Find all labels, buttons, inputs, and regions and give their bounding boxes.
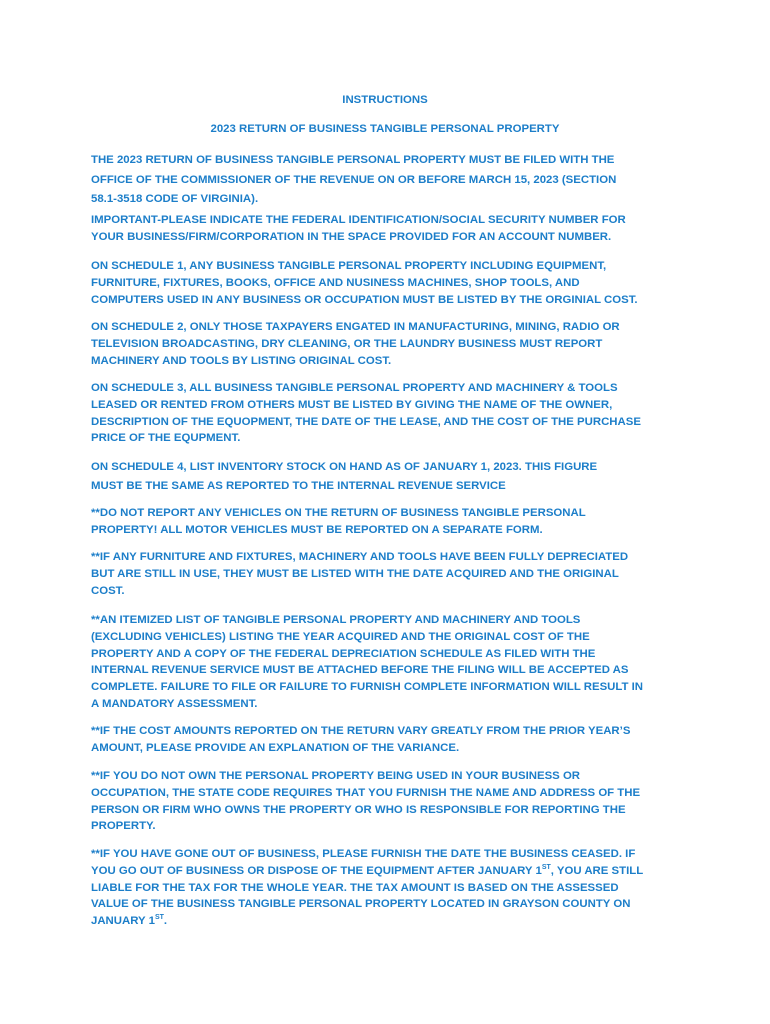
text-line: IMPORTANT-PLEASE INDICATE THE FEDERAL IDENTIFICATION/SOCIAL SECURITY NUMBER FOR [91,214,626,226]
text-line: AMOUNT, PLEASE PROVIDE AN EXPLANATION OF THE VARIANCE. [91,741,460,754]
text-line: TELEVISION BROADCASTING, DRY CLEANING, OR THE LAUNDRY BUSINESS MUST REPORT [91,337,603,350]
text-line: **IF YOU DO NOT OWN THE PERSONAL PROPERTY BEING USED IN YOUR BUSINESS OR [91,770,581,782]
paragraph-ownership-note [91,768,690,835]
text-line: COMPUTERS USED IN ANY BUSINESS OR OCCUPATION MUST BE LISTED BY THE ORGINIAL COST. [91,293,638,306]
text-fragment: , YOU ARE STILL [550,864,644,877]
text-line: LEASED OR RENTED FROM OTHERS MUST BE LISTED BY GIVING THE NAME OF THE OWNER, [91,398,613,411]
text-line: BUT ARE STILL IN USE, THEY MUST BE LISTED WITH THE DATE ACQUIRED AND THE ORIGINAL [91,567,619,580]
text-line: THE 2023 RETURN OF BUSINESS TANGIBLE PERSONAL PROPERTY MUST BE FILED WITH THE [91,154,615,166]
text-line: MACHINERY AND TOOLS BY LISTING ORIGINAL COST. [91,354,392,367]
text-line: (EXCLUDING VEHICLES) LISTING THE YEAR ACQUIRED AND THE ORIGINAL COST OF THE [91,630,590,643]
text-fragment: JANUARY 1 [91,915,155,928]
text-line: OFFICE OF THE COMMISSIONER OF THE REVENUE ON OR BEFORE MARCH 15, 2023 (SECTION [91,173,617,186]
page-title: INSTRUCTIONS [342,94,428,106]
text-line: PERSON OR FIRM WHO OWNS THE PROPERTY OR WHO IS RESPONSIBLE FOR REPORTING THE [91,803,626,816]
text-line: ON SCHEDULE 3, ALL BUSINESS TANGIBLE PERSONAL PROPERTY AND MACHINERY & TOOLS [91,382,618,394]
paragraph-depreciated-note [91,549,690,599]
paragraph-schedule-4 [91,458,690,496]
text-line: ON SCHEDULE 1, ANY BUSINESS TANGIBLE PERSONAL PROPERTY INCLUDING EQUIPMENT, [91,260,607,272]
ordinal-suffix: ST [541,864,551,871]
text-line: **IF ANY FURNITURE AND FIXTURES, MACHINERY AND TOOLS HAVE BEEN FULLY DEPRECIATED [91,551,629,563]
text-line [91,863,690,880]
text-line: PROPERTY AND A COPY OF THE FEDERAL DEPRECIATION SCHEDULE AS FILED WITH THE [91,647,596,660]
text-line: DESCRIPTION OF THE EQUOPMENT, THE DATE OF THE LEASE, AND THE COST OF THE PURCHASE [91,415,641,428]
text-line: COST. [91,584,125,597]
text-line: VALUE OF THE BUSINESS TANGIBLE PERSONAL PROPERTY LOCATED IN GRAYSON COUNTY ON [91,898,631,911]
paragraph-account-number [91,212,690,246]
paragraph-variance-note [91,723,690,757]
text-line: YOUR BUSINESS/FIRM/CORPORATION IN THE SPACE PROVIDED FOR AN ACCOUNT NUMBER. [91,230,612,243]
text-fragment: . [163,915,168,928]
paragraph-schedule-2 [91,319,690,369]
text-line: A MANDATORY ASSESSMENT. [91,697,258,710]
text-line: **IF YOU HAVE GONE OUT OF BUSINESS, PLEASE FURNISH THE DATE THE BUSINESS CEASED. IF [91,848,636,860]
text-line: INTERNAL REVENUE SERVICE MUST BE ATTACHED BEFORE THE FILING WILL BE ACCEPTED AS [91,664,629,677]
text-line: FURNITURE, FIXTURES, BOOKS, OFFICE AND NUSINESS MACHINES, SHOP TOOLS, AND [91,276,580,289]
text-fragment: YOU GO OUT OF BUSINESS OR DISPOSE OF THE EQUIPMENT AFTER JANUARY 1 [91,864,542,877]
paragraph-schedule-1 [91,258,690,308]
text-line: PROPERTY! ALL MOTOR VEHICLES MUST BE REPORTED ON A SEPARATE FORM. [91,523,543,536]
ordinal-suffix: ST [154,914,164,922]
paragraph-out-of-business-note [91,846,690,930]
text-line: PRICE OF THE EQUPMENT. [91,432,241,445]
text-line: MUST BE THE SAME AS REPORTED TO THE INTERNAL REVENUE SERVICE [91,480,506,492]
text-line [91,913,690,930]
paragraph-filing-deadline [91,151,690,210]
text-line: ON SCHEDULE 2, ONLY THOSE TAXPAYERS ENGATED IN MANUFACTURING, MINING, RADIO OR [91,321,620,333]
text-line: PROPERTY. [91,820,156,833]
text-line: **IF THE COST AMOUNTS REPORTED ON THE RETURN VARY GREATLY FROM THE PRIOR YEAR’S [91,725,631,737]
paragraph-vehicles-note [91,505,690,539]
text-line: **AN ITEMIZED LIST OF TANGIBLE PERSONAL PROPERTY AND MACHINERY AND TOOLS [91,614,581,626]
text-line: ON SCHEDULE 4, LIST INVENTORY STOCK ON HAND AS OF JANUARY 1, 2023. THIS FIGURE [91,461,598,473]
text-line: OCCUPATION, THE STATE CODE REQUIRES THAT YOU FURNISH THE NAME AND ADDRESS OF THE [91,786,641,799]
text-line: LIABLE FOR THE TAX FOR THE WHOLE YEAR. THE TAX AMOUNT IS BASED ON THE ASSESSED [91,881,619,894]
paragraph-schedule-3 [91,380,690,447]
text-line: COMPLETE. FAILURE TO FILE OR FAILURE TO FURNISH COMPLETE INFORMATION WILL RESULT IN [91,681,644,694]
page-subtitle: 2023 RETURN OF BUSINESS TANGIBLE PERSONAL PROPERTY [210,123,560,135]
text-line: 58.1-3518 CODE OF VIRGINIA). [91,193,259,205]
paragraph-itemized-list-note [91,612,690,713]
text-line: **DO NOT REPORT ANY VEHICLES ON THE RETURN OF BUSINESS TANGIBLE PERSONAL [91,507,586,519]
